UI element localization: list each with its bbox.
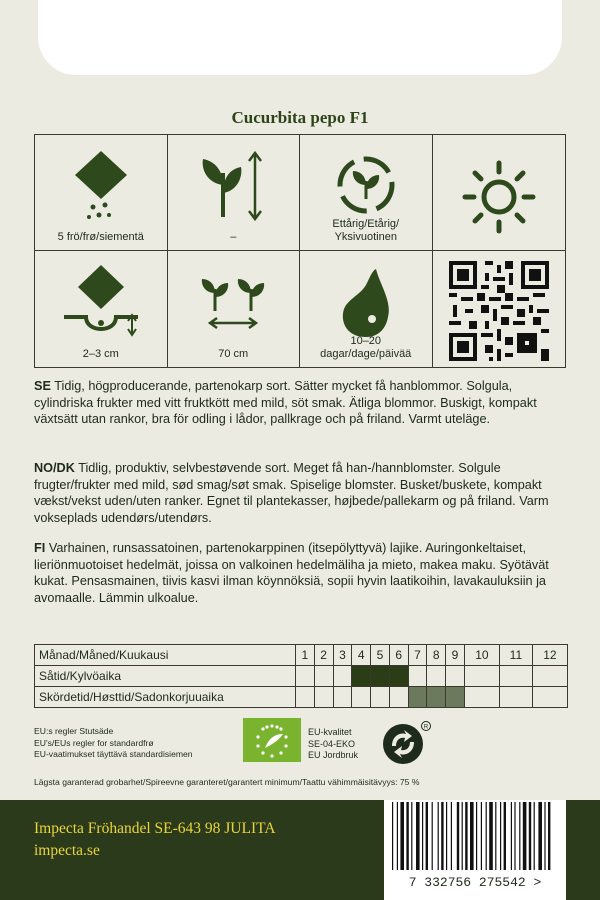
sun-cell — [433, 135, 566, 251]
calendar-header-row — [35, 645, 568, 666]
lifecycle-icon — [326, 145, 406, 225]
barcode-bar — [514, 802, 515, 870]
harvest-month-cell — [499, 687, 532, 708]
barcode-bar — [422, 802, 423, 870]
eu-organic-line3: EU Jordbruk — [308, 750, 359, 760]
month-cell: 12 — [532, 645, 567, 666]
month-cell: 5 — [371, 645, 390, 666]
sowing-depth-icon — [56, 261, 146, 341]
calendar-header-label: Månad/Måned/Kuukausi — [35, 645, 296, 666]
plant-height-label: – — [230, 231, 237, 243]
barcode-bar — [538, 802, 542, 870]
barcode-bar — [426, 802, 428, 870]
sun-icon — [459, 157, 539, 237]
desc-nodk-text: Tidlig, produktiv, selvbestøvende sort. Meget få han-/hannblomster. Solgule frugter/frukter med mild, sød smag/søt smak. Spiselige blomster. Busket/buskete, kompakt vækst/vekst uden/uten ranker. Egnet til plantekasser, højbede/pallekarm og på friland. Varm vokseplads udendørs/utendørs. — [34, 461, 549, 525]
barcode-bar — [465, 802, 467, 870]
barcode-bar — [416, 802, 420, 870]
harvest-month-cell — [408, 687, 427, 708]
lang-code-fi: FI — [34, 541, 46, 555]
eu-organic-line2: SE-04-EKO — [308, 738, 356, 749]
month-cell: 2 — [314, 645, 333, 666]
barcode-bar — [500, 802, 501, 870]
sowing-row — [35, 666, 568, 687]
barcode-bar — [400, 802, 404, 870]
barcode-bar — [534, 802, 535, 870]
footer-company — [34, 818, 276, 862]
icon-grid — [34, 134, 566, 368]
lang-code-se: SE — [34, 379, 51, 393]
month-cell: 4 — [352, 645, 371, 666]
harvest-month-cell — [352, 687, 371, 708]
description-fi — [34, 540, 568, 606]
month-cell: 8 — [427, 645, 446, 666]
barcode-bar — [529, 802, 531, 870]
barcode-bar — [438, 802, 439, 870]
barcode-bar — [486, 802, 487, 870]
eu-standard-text — [34, 726, 193, 761]
plant-height-icon — [193, 145, 273, 225]
harvest-month-cell — [532, 687, 567, 708]
hanger-cutout — [38, 0, 562, 75]
green-dot-recycling-icon — [378, 720, 434, 766]
sowing-month-cell — [389, 666, 408, 687]
month-cell: 10 — [464, 645, 499, 666]
lifecycle-cell — [300, 135, 433, 251]
barcode-bar — [392, 802, 393, 870]
barcode-bar — [457, 802, 459, 870]
qr-cell — [433, 251, 566, 367]
sowing-depth-label: 2–3 cm — [82, 348, 119, 360]
sowing-month-cell — [499, 666, 532, 687]
month-cell: 3 — [333, 645, 352, 666]
barcode-bar — [462, 802, 463, 870]
barcode-bar — [511, 802, 512, 870]
germination-cell — [300, 251, 433, 367]
lang-code-nodk: NO/DK — [34, 461, 75, 475]
footer-website-link[interactable]: impecta.se — [34, 842, 100, 859]
lifecycle-label: Ettårig/Etårig/ Yksivuotinen — [332, 218, 400, 243]
sowing-month-cell — [408, 666, 427, 687]
sowing-month-cell — [314, 666, 333, 687]
footer-address: Impecta Fröhandel SE-643 98 JULITA — [34, 820, 276, 837]
barcode-bar — [397, 802, 398, 870]
qr-code-icon[interactable] — [449, 261, 549, 361]
seed-count-cell — [35, 135, 168, 251]
barcode-bar — [523, 802, 527, 870]
plant-spacing-label: 70 cm — [218, 348, 249, 360]
barcode-bar — [544, 802, 545, 870]
barcode-bar — [432, 802, 433, 870]
harvest-row-label: Skördetid/Høsttid/Sadonkorjuuaika — [35, 687, 296, 708]
harvest-month-cell — [464, 687, 499, 708]
eu-standard-se: EU:s regler Stutsäde — [34, 726, 114, 736]
sowing-month-cell — [427, 666, 446, 687]
eu-organic-line1: EU-kvalitet — [308, 727, 352, 737]
barcode-bar — [441, 802, 443, 870]
sowing-row-label: Såtid/Kylvöaika — [35, 666, 296, 687]
eu-standard-fi: EU-vaatimukset täyttävä standardisiemen — [34, 749, 193, 759]
barcode-bar — [451, 802, 452, 870]
eu-standard-nodk: EU's/EUs regler for standardfrø — [34, 737, 154, 748]
seed-count-label: 5 frö/frø/siementä — [57, 231, 144, 243]
germination-guarantee: Lägsta garanterad grobarhet/Spireevne garanteret/garantert minimum/Taattu vähimmäisitävyys: 75 % — [34, 777, 420, 787]
plant-height-cell — [168, 135, 301, 251]
harvest-month-cell — [296, 687, 315, 708]
barcode-bar — [519, 802, 520, 870]
germination-icon — [326, 261, 406, 341]
barcode-bar — [489, 802, 493, 870]
plant-spacing-cell — [168, 251, 301, 367]
harvest-month-cell — [446, 687, 465, 708]
desc-fi-text: Varhainen, runsassatoinen, partenokarppinen (itsepölyttyvä) lajike. Auringonkeltaiset, lieriönmuotoiset hedelmät, joissa on valkoinen hedelmäliha ja mieto, makea maku. Syötävät kukat. Pensasmainen, tiivis kasvi ilman köynnöksiä, sopii hyvin laatikoihin, lavakauluksiin ja avomaalle. Lämmin ulkoalue. — [34, 541, 549, 605]
desc-se-text: Tidig, högproducerande, partenokarp sort. Sätter mycket få hanblommor. Solgula, cylindriska frukter med vitt fruktkött med mild, söt smak. Ätliga blommor. Buskigt, kompakt växtsätt utan rankor, bra för odling i lådor, pallkrage och på friland. Varmt uteläge. — [34, 379, 537, 426]
harvest-month-cell — [427, 687, 446, 708]
barcode-bar — [548, 802, 550, 870]
sowing-month-cell — [296, 666, 315, 687]
harvest-row — [35, 687, 568, 708]
barcode-bar — [411, 802, 412, 870]
month-cell: 6 — [389, 645, 408, 666]
month-cell: 9 — [446, 645, 465, 666]
barcode-bar — [470, 802, 474, 870]
sowing-month-cell — [371, 666, 390, 687]
harvest-month-cell — [314, 687, 333, 708]
barcode-bar — [495, 802, 496, 870]
product-title: Cucurbita pepo F1 — [231, 108, 369, 127]
sowing-month-cell — [446, 666, 465, 687]
barcode-bars — [384, 800, 566, 872]
harvest-month-cell — [389, 687, 408, 708]
description-se — [34, 378, 568, 428]
month-cell: 11 — [499, 645, 532, 666]
barcode-bar — [406, 802, 408, 870]
barcode-bar — [504, 802, 506, 870]
plant-spacing-icon — [193, 261, 273, 341]
month-cell: 7 — [408, 645, 427, 666]
harvest-month-cell — [371, 687, 390, 708]
sowing-month-cell — [532, 666, 567, 687]
barcode-bar — [476, 802, 477, 870]
barcode-bar — [481, 802, 482, 870]
sowing-month-cell — [352, 666, 371, 687]
eu-organic-text — [308, 727, 358, 762]
sowing-month-cell — [333, 666, 352, 687]
seed-packet-icon — [61, 145, 141, 225]
barcode-number: 7 332756 275542 > — [384, 872, 566, 900]
sowing-month-cell — [464, 666, 499, 687]
month-cell: 1 — [296, 645, 315, 666]
barcode — [384, 800, 566, 872]
eu-organic-logo-icon — [243, 718, 301, 762]
harvest-month-cell — [333, 687, 352, 708]
description-nodk — [34, 460, 568, 526]
sowing-depth-cell — [35, 251, 168, 367]
barcode-bar — [446, 802, 447, 870]
growing-calendar — [34, 644, 568, 708]
germination-label: 10–20 dagar/dage/päivää — [320, 335, 412, 360]
svg-text:R: R — [423, 724, 429, 731]
